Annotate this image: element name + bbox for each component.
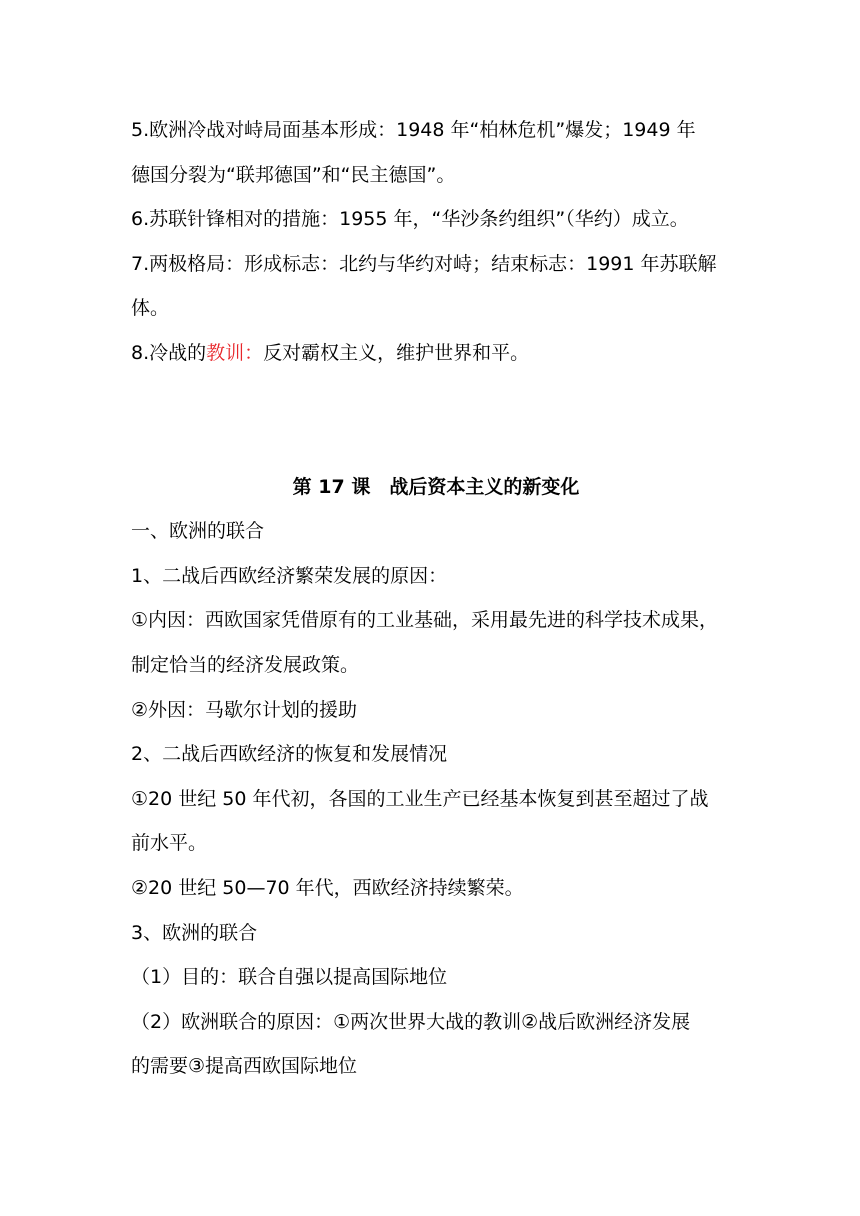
point-2: 2、二战后西欧经济的恢复和发展情况 (131, 743, 448, 766)
item-7-line-2: 体。 (131, 297, 170, 320)
item-8-rest: 反对霸权主义，维护世界和平。 (263, 341, 530, 364)
point-2b: ②20 世纪 50—70 年代，西欧经济持续繁荣。 (131, 876, 524, 899)
item-8 (131, 331, 741, 376)
item-5-line-2: 德国分裂为“联邦德国”和“民主德国”。 (131, 163, 456, 186)
point-3b-line-1: （2）欧洲联合的原因：①两次世界大战的教训②战后欧洲经济发展 (131, 1010, 691, 1033)
point-2a-line-1: ①20 世纪 50 年代初，各国的工业生产已经基本恢复到甚至超过了战 (131, 787, 709, 810)
section-gap (131, 376, 741, 465)
lesson-title: 第 17 课 战后资本主义的新变化 (292, 475, 580, 498)
section-heading: 一、欧洲的联合 (131, 520, 265, 543)
point-1b: ②外因：马歇尔计划的援助 (131, 698, 358, 721)
point-1: 1、二战后西欧经济繁荣发展的原因： (131, 564, 448, 587)
point-3b-line-2: 的需要③提高西欧国际地位 (131, 1055, 358, 1078)
point-2a-line-2: 前水平。 (131, 832, 208, 855)
point-3: 3、欧洲的联合 (131, 921, 258, 944)
item-7-line-1: 7.两极格局：形成标志：北约与华约对峙；结束标志：1991 年苏联解 (131, 252, 717, 275)
item-6: 6.苏联针锋相对的措施：1955 年，“华沙条约组织”（华约）成立。 (131, 208, 689, 231)
item-8-prefix: 8.冷战的 (131, 341, 207, 364)
point-1a-line-2: 制定恰当的经济发展政策。 (131, 653, 360, 676)
point-3a: （1）目的：联合自强以提高国际地位 (131, 966, 448, 989)
document-content (131, 108, 741, 1089)
item-8-highlight: 教训： (206, 341, 264, 364)
point-1a-line-1: ①内因：西欧国家凭借原有的工业基础，采用最先进的科学技术成果， (131, 609, 719, 632)
item-5-line-1: 5.欧洲冷战对峙局面基本形成：1948 年“柏林危机”爆发；1949 年 (131, 119, 696, 141)
